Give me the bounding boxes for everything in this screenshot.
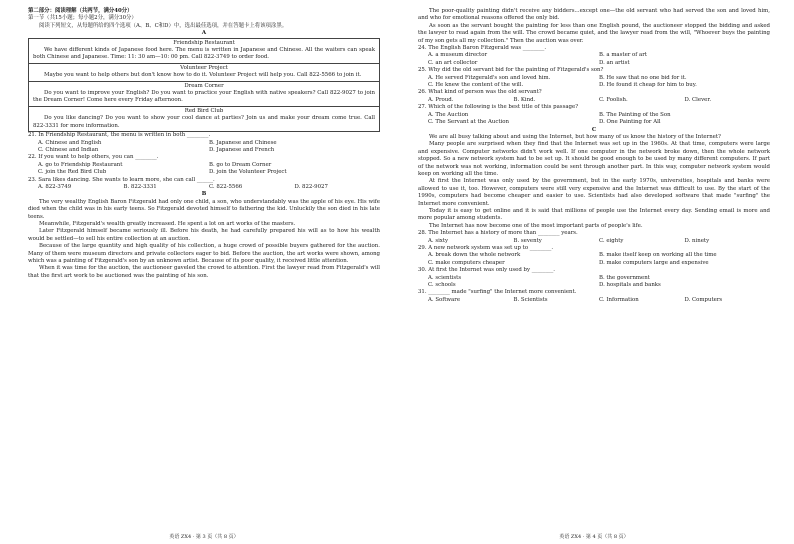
paragraph: The poor-quality painting didn't receive any bidders...except one—the old servant who had served the son and loved him, and who for emotional reasons offered the only bid.	[418, 8, 770, 22]
option: C. The Servant at the Auction	[428, 119, 510, 126]
option: C. schools	[428, 282, 456, 289]
paragraph: Many people are surprised when they find that the Internet was set up in the 1960s. At that time, computers were large and expensive. Computer networks didn't work well. If one computer in the network broke down, then the whole network stopped. So a new network system had to be set up. It should be good enough to be used by many different computers. If part of the network was not working, information could be sent through another part. In this way, computer network system would keep on working all the time.	[418, 141, 770, 177]
ad-body: Do you want to improve your English? Do you want to practice your English with native speakers? Call 822-9027 to join the Dream Corner! Come here every Friday afternoon.	[33, 90, 375, 104]
question-stem: 23. Sara likes dancing. She wants to learn more, she can call ______.	[28, 176, 215, 183]
questions-b	[418, 45, 770, 126]
option-row	[428, 260, 770, 267]
option: C. He knew the content of the will.	[428, 82, 524, 89]
option: D. One Painting for All	[599, 119, 661, 126]
ad-box	[29, 64, 379, 82]
paragraph: We are all busy talking about and using the Internet, but how many of us know the history of the Internet?	[429, 133, 721, 140]
ad-title: Friendship Restaurant	[173, 39, 235, 46]
option: A. go to Friendship Restaurant	[38, 161, 123, 168]
option: D. make computers large and expensive	[599, 259, 709, 266]
option: D. Computers	[684, 296, 723, 303]
passage-c-letter: C	[591, 126, 597, 133]
option-row	[428, 112, 770, 119]
paragraph: The Internet has now become one of the most important parts of people's life.	[429, 222, 643, 229]
option-row	[428, 60, 770, 67]
ad-body: Do you like dancing? Do you want to show your cool dance at parties? Join us and make your dream come true. Call 822-3331 for more information.	[33, 115, 375, 129]
ad-box	[29, 107, 379, 131]
option-row	[428, 275, 770, 282]
left-page	[28, 8, 380, 280]
option: D. hospitals and banks	[599, 282, 661, 289]
passage-a-letter: A	[201, 30, 207, 37]
question-stem: 29. A new network system was set up to ________.	[418, 245, 554, 251]
paragraph: As soon as the servant bought the painting for less than one English pound, the auctioneer stopped the bidding and asked the lawyer to read again from the will. The crowd became quiet, and the lawyer read from the will, "Whoever buys the painting of my son gets all my collection." Then the auction was over.	[418, 22, 770, 44]
footer-left: 英语 ZX4 · 第 3 页（共 8 页）	[169, 534, 239, 540]
question-stem: 31. ________ made "surfing" the Internet more convenient.	[418, 289, 577, 296]
option-row	[38, 169, 380, 176]
option: D. an artist	[599, 59, 630, 66]
option: B. 822-3331	[123, 183, 157, 190]
option: A. Software	[428, 296, 461, 303]
option: C. Information	[599, 296, 639, 303]
option: B. make itself keep on working all the time	[599, 252, 717, 259]
question-stem: 24. The English Baron Fitzgerald was ________.	[418, 45, 547, 52]
section-title: 第一节（共15小题；每小题2分，满分30分）	[28, 15, 137, 22]
option: D. 822-9027	[294, 183, 328, 190]
option-row	[38, 162, 380, 169]
option: D. Clever.	[684, 96, 712, 103]
passage-b-letter: B	[201, 191, 207, 198]
ad-title: Volunteer Project	[180, 64, 228, 71]
option: A. The Auction	[428, 111, 469, 118]
option: A. 822-3749	[38, 183, 72, 190]
option: B. Scientists	[513, 296, 548, 303]
option: A. Proud.	[428, 96, 454, 103]
option: D. ninety	[684, 237, 710, 244]
option: D. join the Volunteer Project	[209, 169, 287, 176]
option: A. break down the whole network	[428, 252, 521, 259]
option: C. an art collector	[428, 59, 478, 66]
question-stem: 27. Which of the following is the best title of this passage?	[418, 104, 579, 111]
option: D. Japanese and French	[209, 146, 275, 153]
questions-a	[28, 132, 380, 191]
option: C. 822-5566	[209, 183, 243, 190]
question-stem: 28. The Internet has a history of more than ________ years.	[418, 230, 578, 237]
option: C. Foolish.	[599, 96, 628, 103]
paragraph: At first the Internet was only used by the government, but in the early 1970s, universities, hospitals and banks were allowed to use it, too. However, computers were still very expensive and the Internet was difficult to use. By the start of the 1990s, computers had become cheaper and easier to use. Scientists had also developed software that made "surfing" the Internet more convenient.	[418, 178, 770, 207]
ad-body: Maybe you want to help others but don't know how to do it. Volunteer Project will help you. Call 822-5566 to join it.	[44, 72, 362, 79]
questions-c	[418, 230, 770, 304]
option-row	[428, 75, 770, 82]
option: B. seventy	[513, 237, 542, 244]
option-row	[38, 147, 380, 154]
question-stem: 25. Why did the old servant bid for the painting of Fitzgerald's son?	[418, 67, 604, 74]
option-row	[428, 82, 770, 89]
instruction: 阅读下列短文，从每题所给的四个选项（A、B、C和D）中，选出最佳选项，并在答题卡上将该项涂黑。	[39, 22, 288, 29]
option-row	[428, 297, 770, 304]
option: A. a museum director	[428, 52, 488, 59]
ad-box	[29, 39, 379, 64]
ad-title: Dream Corner	[184, 82, 224, 89]
option: A. scientists	[428, 274, 462, 281]
paragraph: Meanwhile, Fitzgerald's wealth greatly increased. He spent a lot on art works of the masters.	[39, 220, 296, 227]
paragraph: Today it is easy to get online and it is said that millions of people use the Internet every day. Sending email is more and more popular among students.	[418, 207, 770, 222]
option: B. The Painting of the Son	[599, 111, 671, 118]
option: B. go to Dream Corner	[209, 161, 272, 168]
option: A. Chinese and English	[38, 139, 102, 146]
option-row	[428, 119, 770, 126]
option: B. a master of art	[599, 52, 647, 59]
option: B. Japanese and Chinese	[209, 139, 277, 146]
option: C. Chinese and Indian	[38, 146, 99, 153]
part-title: 第二部分：阅读理解（共两节，满分40分）	[28, 8, 133, 14]
option: A. He served Fitzgerald's son and loved him.	[428, 74, 551, 81]
option: C. eighty	[599, 237, 624, 244]
paragraph: Because of the large quantity and high quality of his collection, a huge crowd of possible buyers gathered for the auction. Many of them were museum directors and private collectors eager to bid. Before the auction, the art works were shown, among which was a painting of Fitzgerald's son by an unknown artist. Because of its poor quality, it received little attention.	[28, 243, 380, 264]
option: A. sixty	[428, 237, 449, 244]
ad-title: Red Bird Club	[184, 107, 224, 114]
option: B. He saw that no one bid for it.	[599, 74, 687, 81]
passage-c	[418, 134, 770, 230]
option-row	[428, 97, 770, 104]
paragraph: When it was time for the auction, the auctioneer gaveled the crowd to attention. First the lawyer read from Fitzgerald's will that the first art work to be auctioned was the painting of his son.	[28, 265, 380, 279]
paragraph: The very wealthy English Baron Fitzgerald had only one child, a son, who understandably was the apple of his eye. His wife died when the child was in his early teens. So Fitzgerald devoted himself to fathering the kid. Unluckily the son died in his late teens.	[28, 198, 380, 220]
paragraph: Later Fitzgerald himself became seriously ill. Before his death, he had carefully prepared his will as to how his wealth would be settled—to sell his entire collection at an auction.	[28, 228, 380, 242]
ad-body: We have different kinds of Japanese food here. The menu is written in Japanese and Chinese. All the waiters can speak both Chinese and Japanese. Time: 11: 30 am—10: 00 pm. Call 822-3749 to order food.	[33, 47, 375, 61]
option: C. join the Red Bird Club	[38, 169, 107, 176]
question-stem: 26. What kind of person was the old servant?	[418, 89, 542, 96]
option-row	[428, 282, 770, 289]
passage-b	[28, 199, 380, 280]
option: C. make computers cheaper	[428, 259, 505, 266]
option-row	[428, 252, 770, 259]
option-row	[428, 238, 770, 245]
option-row	[38, 184, 380, 191]
passage-b-cont	[418, 8, 770, 45]
option-row	[428, 52, 770, 59]
question-stem: 21. In Friendship Restaurant, the menu is written in both ________.	[28, 132, 211, 139]
question-stem: 22. If you want to help others, you can ________.	[28, 154, 159, 161]
footer-right: 英语 ZX4 · 第 4 页（共 8 页）	[559, 534, 629, 540]
option: B. Kind.	[513, 96, 536, 103]
ad-box	[29, 82, 379, 107]
option: B. the government	[599, 274, 650, 281]
right-page	[418, 8, 770, 304]
ads-box	[28, 38, 380, 132]
option: D. He found it cheap for him to buy.	[599, 82, 697, 89]
question-stem: 30. At first the Internet was only used by ________.	[418, 267, 555, 274]
option-row	[38, 140, 380, 147]
